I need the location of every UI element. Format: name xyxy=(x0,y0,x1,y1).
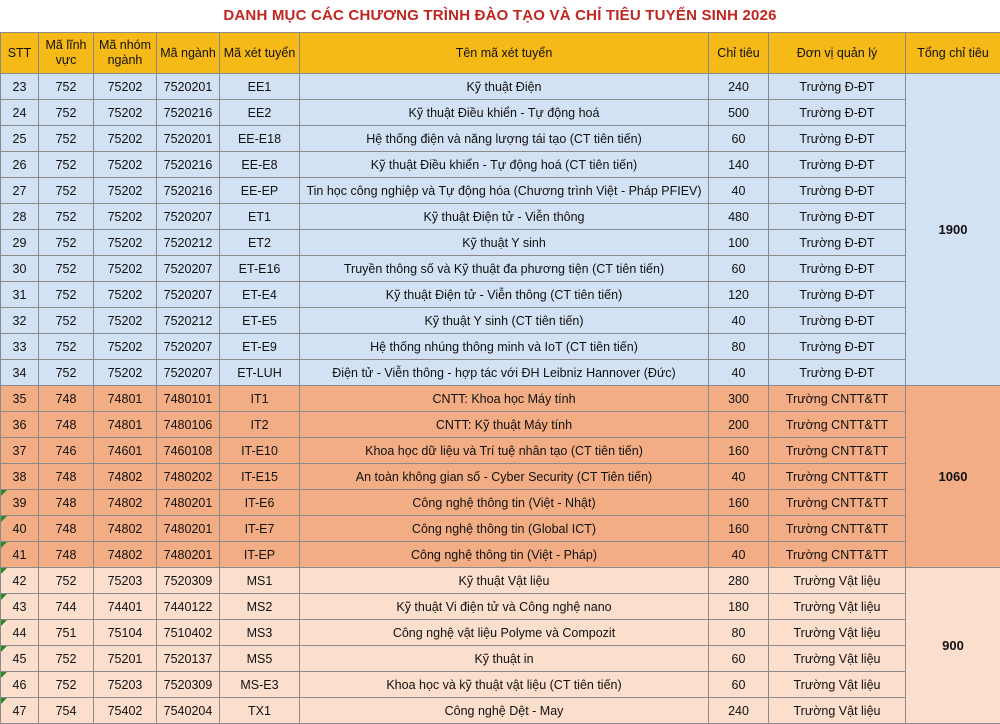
don-vi-quan-ly-cell: Trường Vật liệu xyxy=(769,672,906,698)
ma-xet-tuyen-cell: EE-EP xyxy=(220,178,300,204)
ma-nhom-nganh-cell: 75202 xyxy=(94,334,157,360)
ma-nganh-cell: 7540204 xyxy=(157,698,220,724)
chi-tieu-cell: 160 xyxy=(709,516,769,542)
col-header-don-vi-quan-ly: Đơn vị quản lý xyxy=(769,33,906,74)
ma-nganh-cell: 7480106 xyxy=(157,412,220,438)
stt-cell: 47 xyxy=(1,698,39,724)
stt-cell: 36 xyxy=(1,412,39,438)
stt-cell: 42 xyxy=(1,568,39,594)
ma-nganh-cell: 7520216 xyxy=(157,152,220,178)
table-row xyxy=(1,620,1000,646)
ma-xet-tuyen-cell: MS5 xyxy=(220,646,300,672)
ma-linh-vuc-cell: 752 xyxy=(39,126,94,152)
don-vi-quan-ly-cell: Trường Đ-ĐT xyxy=(769,178,906,204)
ten-ma-xet-tuyen-cell: Kỹ thuật in xyxy=(300,646,709,672)
stt-cell: 45 xyxy=(1,646,39,672)
col-header-ten-ma-xet-tuyen: Tên mã xét tuyển xyxy=(300,33,709,74)
don-vi-quan-ly-cell: Trường Đ-ĐT xyxy=(769,334,906,360)
table-row xyxy=(1,308,1000,334)
ma-xet-tuyen-cell: IT-EP xyxy=(220,542,300,568)
ma-xet-tuyen-cell: ET2 xyxy=(220,230,300,256)
ma-nganh-cell: 7520207 xyxy=(157,256,220,282)
chi-tieu-cell: 280 xyxy=(709,568,769,594)
table-row xyxy=(1,568,1000,594)
stt-cell: 39 xyxy=(1,490,39,516)
don-vi-quan-ly-cell: Trường Đ-ĐT xyxy=(769,74,906,100)
table-row xyxy=(1,282,1000,308)
ma-nhom-nganh-cell: 75402 xyxy=(94,698,157,724)
ma-linh-vuc-cell: 752 xyxy=(39,178,94,204)
ma-xet-tuyen-cell: ET1 xyxy=(220,204,300,230)
ten-ma-xet-tuyen-cell: An toàn không gian số - Cyber Security (CT Tiên tiến) xyxy=(300,464,709,490)
ma-nhom-nganh-cell: 75202 xyxy=(94,126,157,152)
table-row xyxy=(1,100,1000,126)
table-row xyxy=(1,438,1000,464)
table-row xyxy=(1,204,1000,230)
ten-ma-xet-tuyen-cell: Khoa học và kỹ thuật vật liệu (CT tiên tiến) xyxy=(300,672,709,698)
ma-nganh-cell: 7480202 xyxy=(157,464,220,490)
ten-ma-xet-tuyen-cell: Công nghệ vật liệu Polyme và Compozit xyxy=(300,620,709,646)
ma-linh-vuc-cell: 748 xyxy=(39,516,94,542)
ma-nhom-nganh-cell: 74801 xyxy=(94,386,157,412)
ma-nhom-nganh-cell: 74802 xyxy=(94,516,157,542)
don-vi-quan-ly-cell: Trường CNTT&TT xyxy=(769,464,906,490)
stt-cell: 29 xyxy=(1,230,39,256)
ten-ma-xet-tuyen-cell: Hệ thống điện và năng lượng tái tạo (CT tiên tiến) xyxy=(300,126,709,152)
table-row xyxy=(1,360,1000,386)
chi-tieu-cell: 40 xyxy=(709,360,769,386)
stt-cell: 27 xyxy=(1,178,39,204)
ma-xet-tuyen-cell: ET-E16 xyxy=(220,256,300,282)
stt-cell: 41 xyxy=(1,542,39,568)
ma-nganh-cell: 7480201 xyxy=(157,490,220,516)
col-header-ma-linh-vuc: Mã lĩnh vực xyxy=(39,33,94,74)
table-row xyxy=(1,698,1000,724)
table-row xyxy=(1,74,1000,100)
ma-xet-tuyen-cell: ET-LUH xyxy=(220,360,300,386)
table-row xyxy=(1,516,1000,542)
ma-xet-tuyen-cell: IT2 xyxy=(220,412,300,438)
ma-nganh-cell: 7480201 xyxy=(157,516,220,542)
don-vi-quan-ly-cell: Trường Đ-ĐT xyxy=(769,126,906,152)
ten-ma-xet-tuyen-cell: Kỹ thuật Điện xyxy=(300,74,709,100)
table-row xyxy=(1,334,1000,360)
stt-cell: 40 xyxy=(1,516,39,542)
table-row xyxy=(1,386,1000,412)
ma-nganh-cell: 7520207 xyxy=(157,204,220,230)
stt-cell: 25 xyxy=(1,126,39,152)
group-total-cell: 1060 xyxy=(906,386,1000,568)
stt-cell: 28 xyxy=(1,204,39,230)
ma-nganh-cell: 7440122 xyxy=(157,594,220,620)
chi-tieu-cell: 240 xyxy=(709,74,769,100)
ma-nganh-cell: 7520309 xyxy=(157,672,220,698)
ten-ma-xet-tuyen-cell: CNTT: Khoa học Máy tính xyxy=(300,386,709,412)
stt-cell: 24 xyxy=(1,100,39,126)
don-vi-quan-ly-cell: Trường Vật liệu xyxy=(769,698,906,724)
col-header-stt: STT xyxy=(1,33,39,74)
ma-linh-vuc-cell: 748 xyxy=(39,464,94,490)
ma-linh-vuc-cell: 752 xyxy=(39,360,94,386)
chi-tieu-cell: 40 xyxy=(709,542,769,568)
stt-cell: 37 xyxy=(1,438,39,464)
ma-nhom-nganh-cell: 75202 xyxy=(94,282,157,308)
ma-linh-vuc-cell: 752 xyxy=(39,152,94,178)
ten-ma-xet-tuyen-cell: Điện tử - Viễn thông - hợp tác với ĐH Leibniz Hannover (Đức) xyxy=(300,360,709,386)
don-vi-quan-ly-cell: Trường Đ-ĐT xyxy=(769,282,906,308)
ma-linh-vuc-cell: 752 xyxy=(39,282,94,308)
ma-nhom-nganh-cell: 75202 xyxy=(94,230,157,256)
ma-nhom-nganh-cell: 75202 xyxy=(94,360,157,386)
table-row xyxy=(1,594,1000,620)
program-table xyxy=(0,32,1000,724)
ten-ma-xet-tuyen-cell: Kỹ thuật Y sinh xyxy=(300,230,709,256)
stt-cell: 34 xyxy=(1,360,39,386)
ma-nhom-nganh-cell: 75203 xyxy=(94,568,157,594)
ma-nhom-nganh-cell: 75201 xyxy=(94,646,157,672)
don-vi-quan-ly-cell: Trường Vật liệu xyxy=(769,594,906,620)
ma-nganh-cell: 7480101 xyxy=(157,386,220,412)
ma-nganh-cell: 7460108 xyxy=(157,438,220,464)
don-vi-quan-ly-cell: Trường CNTT&TT xyxy=(769,438,906,464)
ma-xet-tuyen-cell: IT-E10 xyxy=(220,438,300,464)
ma-nhom-nganh-cell: 75104 xyxy=(94,620,157,646)
ma-xet-tuyen-cell: IT-E7 xyxy=(220,516,300,542)
table-row xyxy=(1,230,1000,256)
chi-tieu-cell: 300 xyxy=(709,386,769,412)
ma-linh-vuc-cell: 748 xyxy=(39,412,94,438)
ma-xet-tuyen-cell: MS1 xyxy=(220,568,300,594)
ma-nganh-cell: 7520201 xyxy=(157,74,220,100)
don-vi-quan-ly-cell: Trường CNTT&TT xyxy=(769,412,906,438)
don-vi-quan-ly-cell: Trường CNTT&TT xyxy=(769,386,906,412)
don-vi-quan-ly-cell: Trường Đ-ĐT xyxy=(769,204,906,230)
ma-nhom-nganh-cell: 74802 xyxy=(94,464,157,490)
ma-nhom-nganh-cell: 75202 xyxy=(94,152,157,178)
ma-nhom-nganh-cell: 75202 xyxy=(94,74,157,100)
ma-nganh-cell: 7520216 xyxy=(157,178,220,204)
stt-cell: 32 xyxy=(1,308,39,334)
ma-xet-tuyen-cell: MS2 xyxy=(220,594,300,620)
group-total-cell: 900 xyxy=(906,568,1000,724)
ten-ma-xet-tuyen-cell: Kỹ thuật Điện tử - Viễn thông (CT tiên tiến) xyxy=(300,282,709,308)
don-vi-quan-ly-cell: Trường Đ-ĐT xyxy=(769,100,906,126)
ma-linh-vuc-cell: 752 xyxy=(39,308,94,334)
stt-cell: 44 xyxy=(1,620,39,646)
don-vi-quan-ly-cell: Trường Vật liệu xyxy=(769,568,906,594)
stt-cell: 43 xyxy=(1,594,39,620)
ma-linh-vuc-cell: 752 xyxy=(39,100,94,126)
ten-ma-xet-tuyen-cell: Kỹ thuật Điều khiển - Tự động hoá xyxy=(300,100,709,126)
ma-linh-vuc-cell: 748 xyxy=(39,386,94,412)
ma-xet-tuyen-cell: EE-E8 xyxy=(220,152,300,178)
don-vi-quan-ly-cell: Trường Vật liệu xyxy=(769,620,906,646)
ma-xet-tuyen-cell: EE-E18 xyxy=(220,126,300,152)
ma-xet-tuyen-cell: ET-E5 xyxy=(220,308,300,334)
ma-xet-tuyen-cell: ET-E9 xyxy=(220,334,300,360)
ma-nhom-nganh-cell: 75202 xyxy=(94,178,157,204)
ma-linh-vuc-cell: 748 xyxy=(39,490,94,516)
chi-tieu-cell: 100 xyxy=(709,230,769,256)
ten-ma-xet-tuyen-cell: Tin học công nghiệp và Tự động hóa (Chương trình Việt - Pháp PFIEV) xyxy=(300,178,709,204)
group-total-cell: 1900 xyxy=(906,74,1000,386)
chi-tieu-cell: 180 xyxy=(709,594,769,620)
ma-nganh-cell: 7520212 xyxy=(157,308,220,334)
ma-nhom-nganh-cell: 75202 xyxy=(94,308,157,334)
chi-tieu-cell: 160 xyxy=(709,438,769,464)
ma-nganh-cell: 7520137 xyxy=(157,646,220,672)
ten-ma-xet-tuyen-cell: Hệ thống nhúng thông minh và IoT (CT tiên tiến) xyxy=(300,334,709,360)
ma-nganh-cell: 7520309 xyxy=(157,568,220,594)
ma-nganh-cell: 7520201 xyxy=(157,126,220,152)
ma-nganh-cell: 7520207 xyxy=(157,282,220,308)
page-title: DANH MỤC CÁC CHƯƠNG TRÌNH ĐÀO TẠO VÀ CHỈ TIÊU TUYỂN SINH 2026 xyxy=(0,0,1000,32)
table-row xyxy=(1,490,1000,516)
ma-nhom-nganh-cell: 74802 xyxy=(94,542,157,568)
don-vi-quan-ly-cell: Trường Đ-ĐT xyxy=(769,256,906,282)
table-row xyxy=(1,672,1000,698)
chi-tieu-cell: 500 xyxy=(709,100,769,126)
ma-xet-tuyen-cell: IT1 xyxy=(220,386,300,412)
table-row xyxy=(1,542,1000,568)
ten-ma-xet-tuyen-cell: Kỹ thuật Vi điện tử và Công nghệ nano xyxy=(300,594,709,620)
chi-tieu-cell: 60 xyxy=(709,256,769,282)
table-row xyxy=(1,178,1000,204)
stt-cell: 33 xyxy=(1,334,39,360)
table-row xyxy=(1,256,1000,282)
col-header-ma-nhom-nganh: Mã nhóm ngành xyxy=(94,33,157,74)
ma-linh-vuc-cell: 752 xyxy=(39,672,94,698)
chi-tieu-cell: 120 xyxy=(709,282,769,308)
chi-tieu-cell: 140 xyxy=(709,152,769,178)
chi-tieu-cell: 80 xyxy=(709,334,769,360)
col-header-tong-chi-tieu: Tổng chỉ tiêu xyxy=(906,33,1000,74)
chi-tieu-cell: 60 xyxy=(709,672,769,698)
ma-xet-tuyen-cell: IT-E15 xyxy=(220,464,300,490)
ma-nhom-nganh-cell: 75202 xyxy=(94,100,157,126)
ma-linh-vuc-cell: 746 xyxy=(39,438,94,464)
ma-nganh-cell: 7510402 xyxy=(157,620,220,646)
ma-nhom-nganh-cell: 75203 xyxy=(94,672,157,698)
ma-linh-vuc-cell: 748 xyxy=(39,542,94,568)
col-header-chi-tieu: Chỉ tiêu xyxy=(709,33,769,74)
ma-xet-tuyen-cell: MS3 xyxy=(220,620,300,646)
don-vi-quan-ly-cell: Trường CNTT&TT xyxy=(769,490,906,516)
don-vi-quan-ly-cell: Trường Vật liệu xyxy=(769,646,906,672)
chi-tieu-cell: 40 xyxy=(709,178,769,204)
table-row xyxy=(1,126,1000,152)
ten-ma-xet-tuyen-cell: Truyền thông số và Kỹ thuật đa phương tiện (CT tiên tiến) xyxy=(300,256,709,282)
ten-ma-xet-tuyen-cell: Kỹ thuật Vật liệu xyxy=(300,568,709,594)
ma-xet-tuyen-cell: EE2 xyxy=(220,100,300,126)
ma-xet-tuyen-cell: MS-E3 xyxy=(220,672,300,698)
chi-tieu-cell: 480 xyxy=(709,204,769,230)
stt-cell: 31 xyxy=(1,282,39,308)
chi-tieu-cell: 60 xyxy=(709,646,769,672)
col-header-ma-xet-tuyen: Mã xét tuyển xyxy=(220,33,300,74)
chi-tieu-cell: 160 xyxy=(709,490,769,516)
ten-ma-xet-tuyen-cell: Khoa học dữ liệu và Trí tuệ nhân tạo (CT tiên tiến) xyxy=(300,438,709,464)
ten-ma-xet-tuyen-cell: CNTT: Kỹ thuật Máy tính xyxy=(300,412,709,438)
ma-nganh-cell: 7520212 xyxy=(157,230,220,256)
ten-ma-xet-tuyen-cell: Kỹ thuật Điều khiển - Tự động hoá (CT tiên tiến) xyxy=(300,152,709,178)
ma-linh-vuc-cell: 752 xyxy=(39,256,94,282)
ma-xet-tuyen-cell: ET-E4 xyxy=(220,282,300,308)
ma-linh-vuc-cell: 752 xyxy=(39,646,94,672)
ma-linh-vuc-cell: 752 xyxy=(39,568,94,594)
chi-tieu-cell: 40 xyxy=(709,464,769,490)
table-body xyxy=(1,74,1000,724)
ma-nhom-nganh-cell: 74802 xyxy=(94,490,157,516)
ma-nhom-nganh-cell: 75202 xyxy=(94,204,157,230)
ma-nhom-nganh-cell: 74601 xyxy=(94,438,157,464)
stt-cell: 46 xyxy=(1,672,39,698)
ma-linh-vuc-cell: 751 xyxy=(39,620,94,646)
ma-linh-vuc-cell: 752 xyxy=(39,204,94,230)
col-header-ma-nganh: Mã ngành xyxy=(157,33,220,74)
stt-cell: 30 xyxy=(1,256,39,282)
ma-nganh-cell: 7520207 xyxy=(157,360,220,386)
ma-linh-vuc-cell: 752 xyxy=(39,74,94,100)
ma-nganh-cell: 7520216 xyxy=(157,100,220,126)
chi-tieu-cell: 200 xyxy=(709,412,769,438)
don-vi-quan-ly-cell: Trường CNTT&TT xyxy=(769,516,906,542)
stt-cell: 23 xyxy=(1,74,39,100)
stt-cell: 38 xyxy=(1,464,39,490)
stt-cell: 26 xyxy=(1,152,39,178)
chi-tieu-cell: 40 xyxy=(709,308,769,334)
don-vi-quan-ly-cell: Trường Đ-ĐT xyxy=(769,152,906,178)
ten-ma-xet-tuyen-cell: Công nghệ Dệt - May xyxy=(300,698,709,724)
chi-tieu-cell: 80 xyxy=(709,620,769,646)
don-vi-quan-ly-cell: Trường Đ-ĐT xyxy=(769,230,906,256)
ma-xet-tuyen-cell: TX1 xyxy=(220,698,300,724)
ma-nhom-nganh-cell: 74401 xyxy=(94,594,157,620)
ma-nhom-nganh-cell: 75202 xyxy=(94,256,157,282)
table-row xyxy=(1,464,1000,490)
don-vi-quan-ly-cell: Trường CNTT&TT xyxy=(769,542,906,568)
ten-ma-xet-tuyen-cell: Kỹ thuật Điện tử - Viễn thông xyxy=(300,204,709,230)
don-vi-quan-ly-cell: Trường Đ-ĐT xyxy=(769,308,906,334)
ten-ma-xet-tuyen-cell: Công nghệ thông tin (Global ICT) xyxy=(300,516,709,542)
ten-ma-xet-tuyen-cell: Kỹ thuật Y sinh (CT tiên tiến) xyxy=(300,308,709,334)
ma-xet-tuyen-cell: EE1 xyxy=(220,74,300,100)
header-row xyxy=(1,33,1000,74)
chi-tieu-cell: 240 xyxy=(709,698,769,724)
ma-nhom-nganh-cell: 74801 xyxy=(94,412,157,438)
ma-linh-vuc-cell: 752 xyxy=(39,334,94,360)
stt-cell: 35 xyxy=(1,386,39,412)
ten-ma-xet-tuyen-cell: Công nghệ thông tin (Việt - Pháp) xyxy=(300,542,709,568)
ma-linh-vuc-cell: 744 xyxy=(39,594,94,620)
ma-xet-tuyen-cell: IT-E6 xyxy=(220,490,300,516)
table-row xyxy=(1,646,1000,672)
don-vi-quan-ly-cell: Trường Đ-ĐT xyxy=(769,360,906,386)
ma-nganh-cell: 7480201 xyxy=(157,542,220,568)
table-row xyxy=(1,152,1000,178)
ma-nganh-cell: 7520207 xyxy=(157,334,220,360)
ten-ma-xet-tuyen-cell: Công nghệ thông tin (Việt - Nhật) xyxy=(300,490,709,516)
table-row xyxy=(1,412,1000,438)
chi-tieu-cell: 60 xyxy=(709,126,769,152)
ma-linh-vuc-cell: 754 xyxy=(39,698,94,724)
ma-linh-vuc-cell: 752 xyxy=(39,230,94,256)
